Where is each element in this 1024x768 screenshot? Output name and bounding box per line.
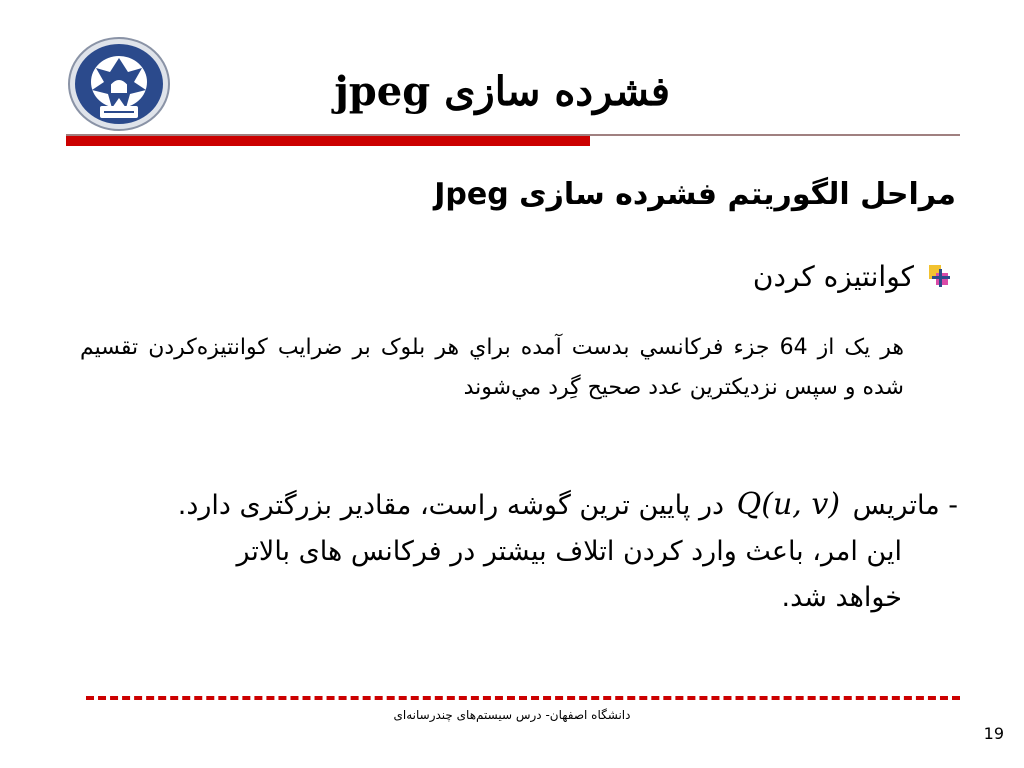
page-number: 19 <box>983 724 1004 743</box>
university-logo <box>66 36 172 132</box>
slide-subtitle: مراحل الگوریتم فشرده سازی Jpeg <box>434 177 956 212</box>
body-paragraph-matrix <box>80 482 958 621</box>
bullet-square-icon <box>926 263 952 289</box>
matrix-formula: Q(u, v) <box>736 487 841 522</box>
bullet-text: کوانتیزه کردن <box>752 259 914 293</box>
matrix-line-3: خواهد شد. <box>781 582 902 613</box>
matrix-line-2: این امر، باعث وارد کردن اتلاف بیشتر در فرکانس های بالاتر <box>236 536 902 567</box>
footer-text: دانشگاه اصفهان- درس سیستم‌های چندرسانه‌ای <box>393 708 631 722</box>
footer-divider <box>86 696 960 700</box>
bullet-item <box>552 256 952 296</box>
body-paragraph: هر یک از 64 جزء فرکانسي بدست آمده براي هر بلوک بر ضرایب کوانتیزه‌کردن تقسیم شده و سپس نزدیکترین عدد صحیح گِرد مي‌شوند <box>80 335 904 400</box>
slide-title: فشرده سازی jpeg <box>334 68 670 115</box>
matrix-text-before: - ماتریس <box>852 490 958 521</box>
matrix-text-after: در پایین ترین گوشه راست، مقادیر بزرگتری دارد. <box>177 490 725 521</box>
title-accent-bar <box>66 136 590 146</box>
matrix-line <box>80 482 958 529</box>
